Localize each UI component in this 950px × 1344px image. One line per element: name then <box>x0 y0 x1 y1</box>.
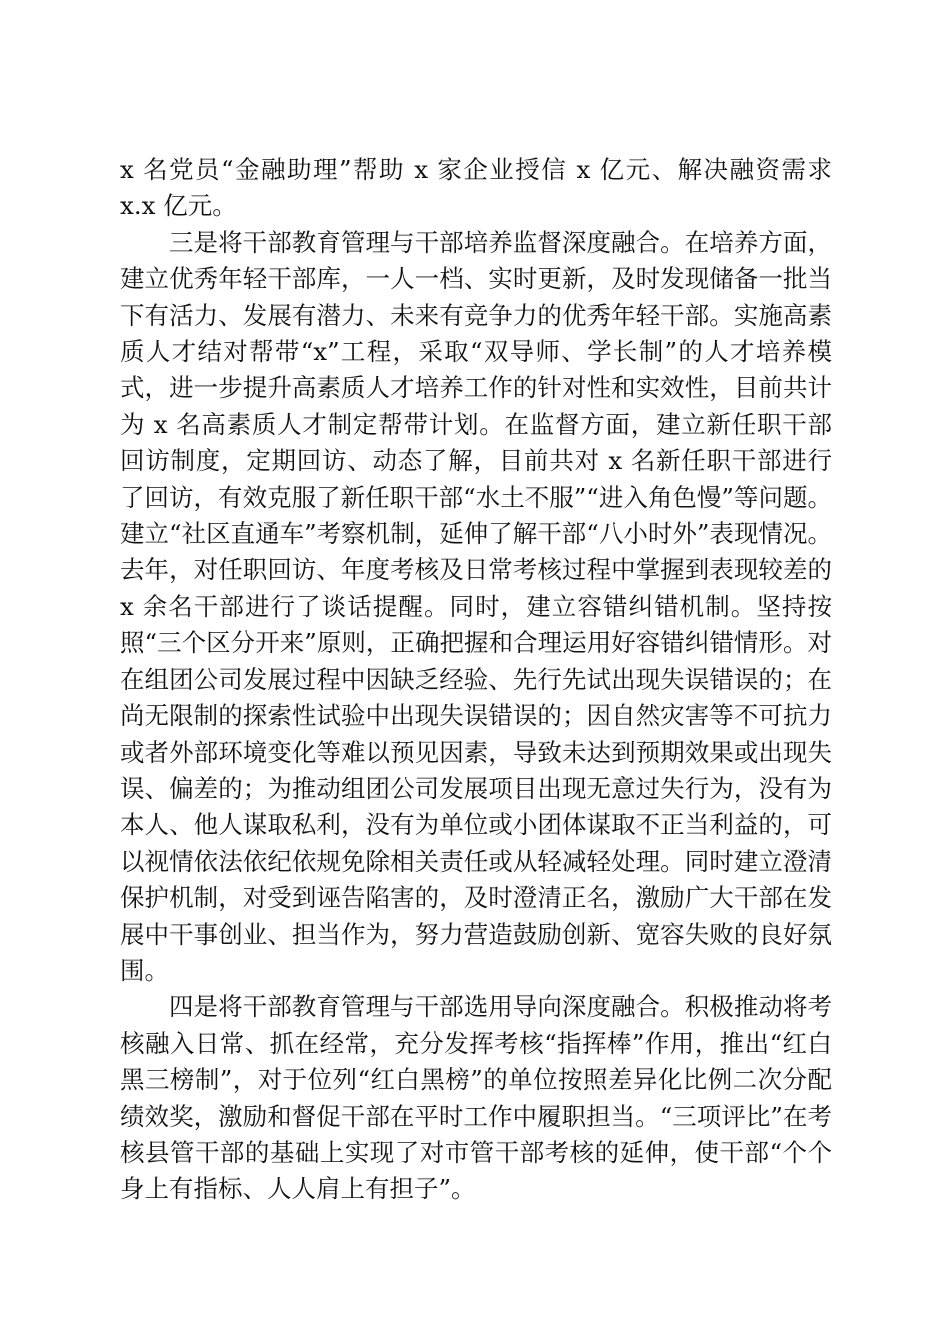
document-body <box>120 152 832 1208</box>
paragraph-point-three: 三是将干部教育管理与干部培养监督深度融合。在培养方面，建立优秀年轻干部库，一人一档、实时更新，及时发现储备一批当下有活力、发展有潜力、未来有竞争力的优秀年轻干部。实施高素质人才结对帮带“x”工程，采取“双导师、学长制”的人才培养模式，进一步提升高素质人才培养工作的针对性和实效性，目前共计为 x 名高素质人才制定帮带计划。在监督方面，建立新任职干部回访制度，定期回访、动态了解，目前共对 x 名新任职干部进行了回访，有效克服了新任职干部“水土不服”“进入角色慢”等问题。建立“社区直通车”考察机制，延伸了解干部“八小时外”表现情况。去年，对任职回访、年度考核及日常考核过程中掌握到表现较差的 x 余名干部进行了谈话提醒。同时，建立容错纠错机制。坚持按照“三个区分开来”原则，正确把握和合理运用好容错纠错情形。对在组团公司发展过程中因缺乏经验、先行先试出现失误错误的；在尚无限制的探索性试验中出现失误错误的；因自然灾害等不可抗力或者外部环境变化等难以预见因素，导致未达到预期效果或出现失误、偏差的；为推动组团公司发展项目出现无意过失行为，没有为本人、他人谋取私利，没有为单位或小团体谋取不正当利益的，可以视情依法依纪依规免除相关责任或从轻减轻处理。同时建立澄清保护机制，对受到诬告陷害的，及时澄清正名，激励广大干部在发展中干事创业、担当作为，努力营造鼓励创新、宽容失败的良好氛围。 <box>120 227 832 985</box>
paragraph-continuation: x 名党员“金融助理”帮助 x 家企业授信 x 亿元、解决融资需求 x.x 亿元。 <box>120 155 832 221</box>
paragraph-point-four: 四是将干部教育管理与干部选用导向深度融合。积极推动将考核融入日常、抓在经常，充分发挥考核“指挥棒”作用，推出“红白黑三榜制”，对于位列“红白黑榜”的单位按照差异化比例二次分配绩效奖，激励和督促干部在平时工作中履职担当。“三项评比”在考核县管干部的基础上实现了对市管干部考核的延伸，使干部“个个身上有指标、人人肩上有担子”。 <box>120 992 832 1204</box>
